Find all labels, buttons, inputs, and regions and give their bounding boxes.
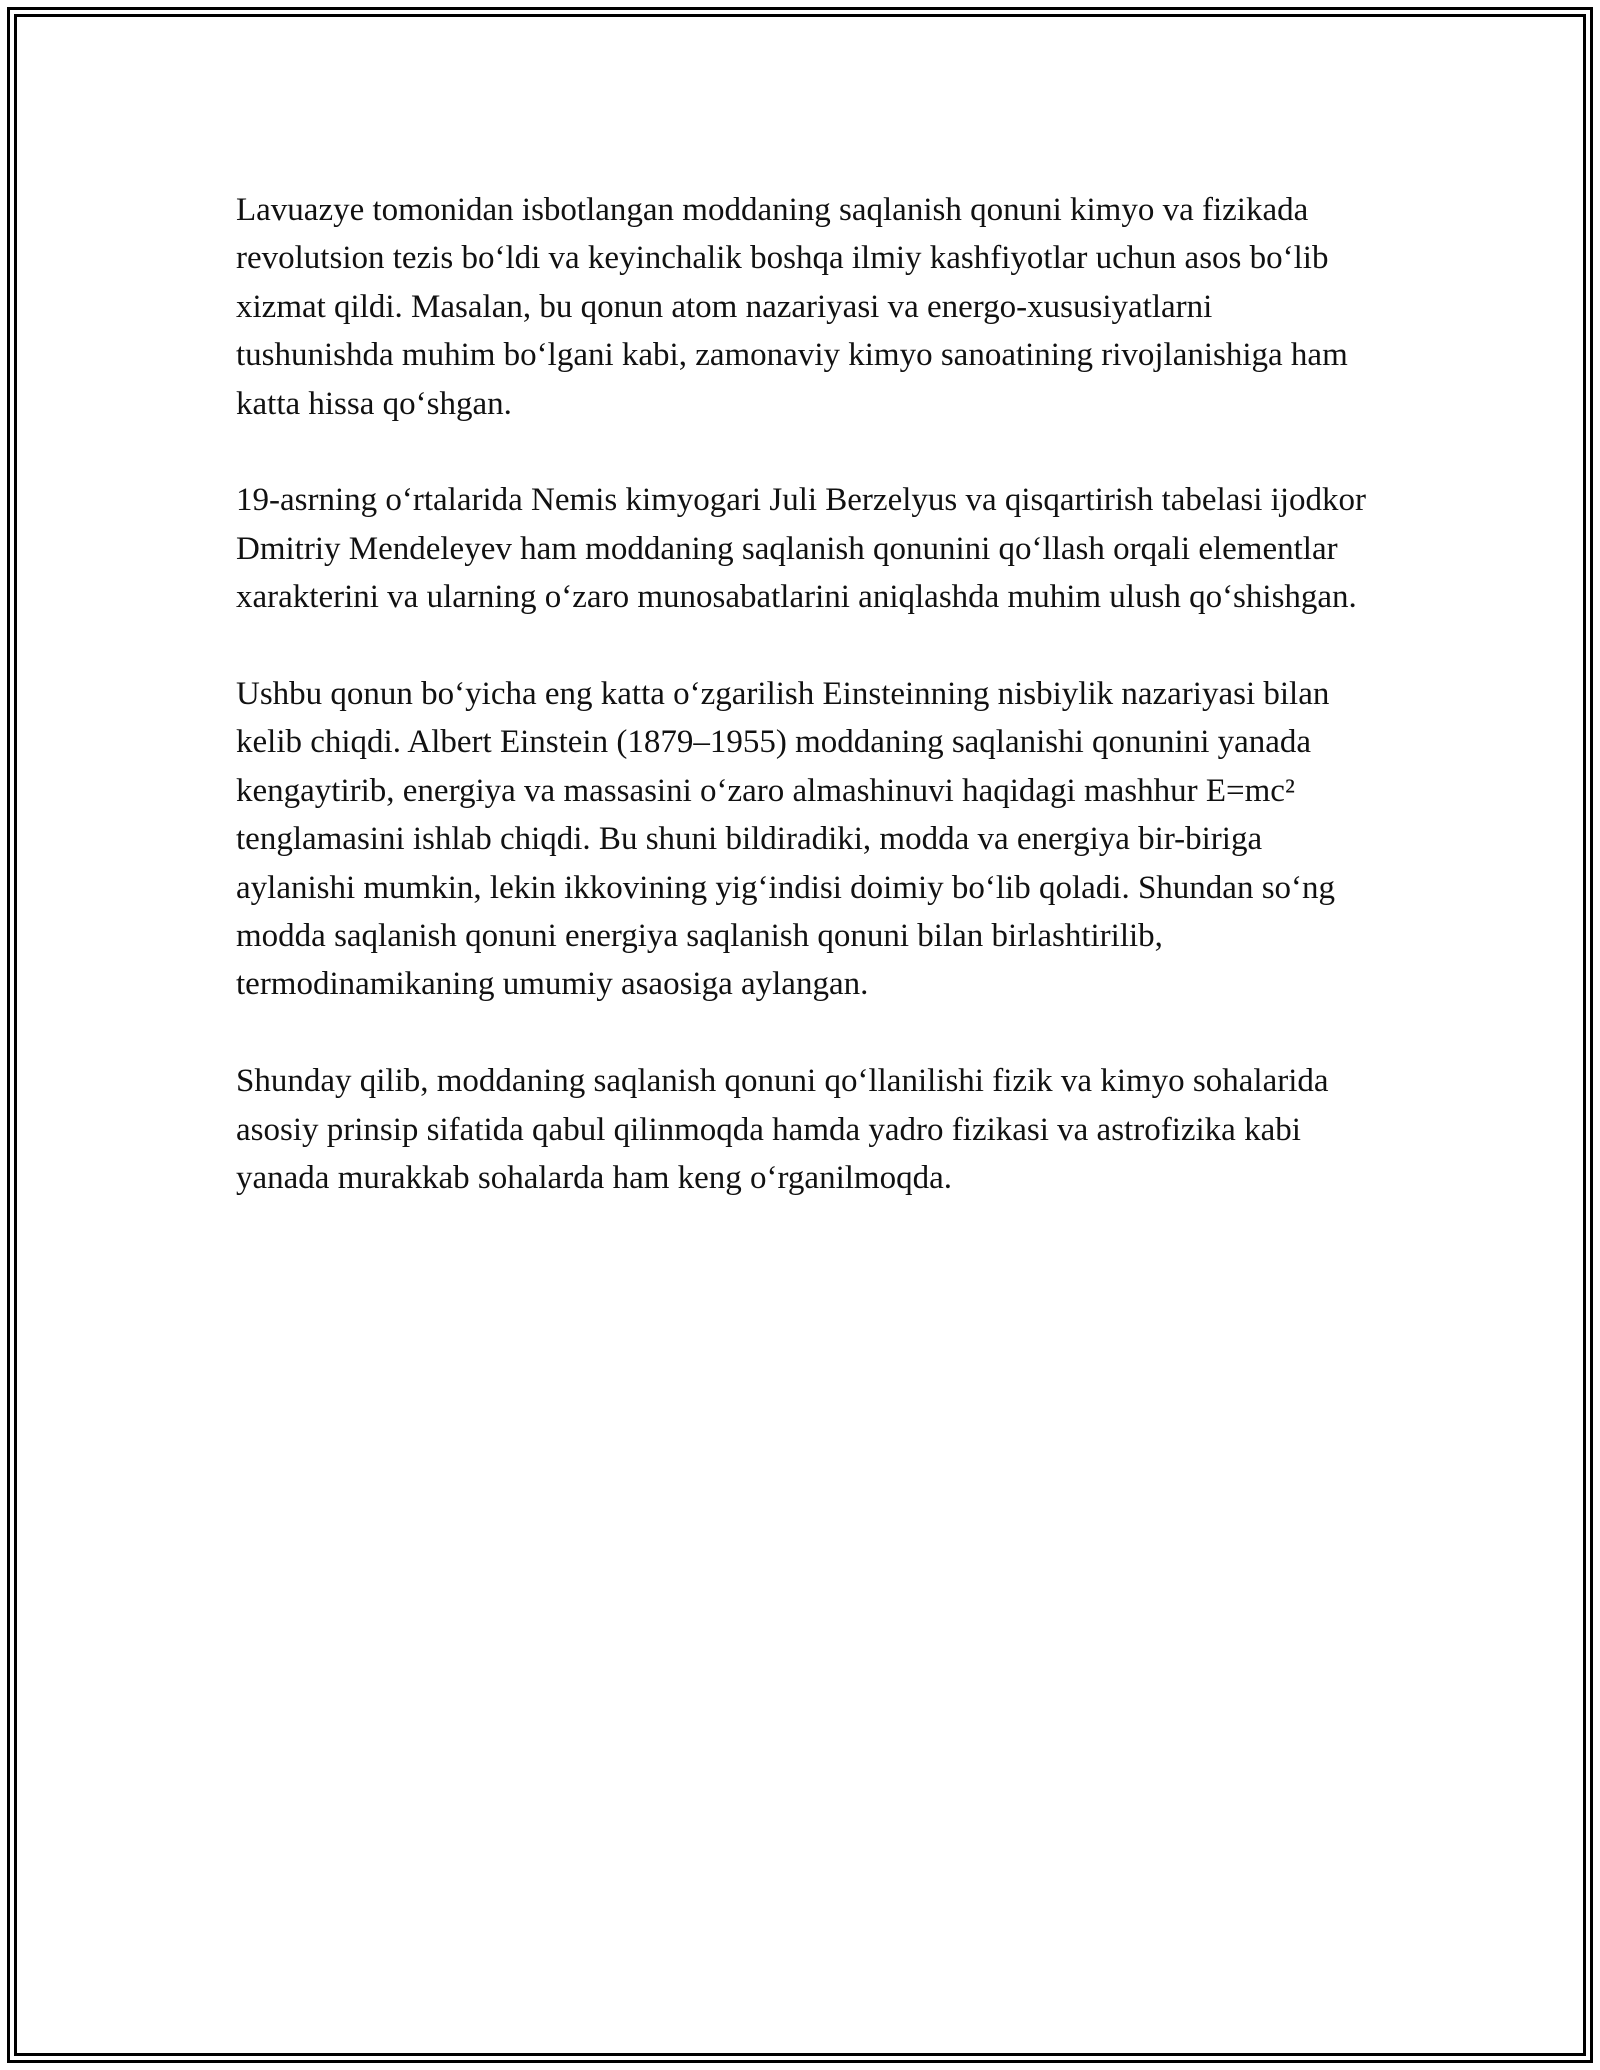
paragraph: 19-asrning oʻrtalarida Nemis kimyogari Juli Berzelyus va qisqartirish tabelasi ijodkor Dmitriy Mendeleyev ham moddaning saqlanish qonunini qoʻllash orqali elementlar xarakterini va ularning oʻzaro munosabatlarini aniqlashda muhim ulush qoʻshishgan. — [236, 482, 1366, 616]
paragraph: Lavuazye tomonidan isbotlangan moddaning saqlanish qonuni kimyo va fizikada revolutsion tezis boʻldi va keyinchalik boshqa ilmiy kashfiyotlar uchun asos boʻlib xizmat qildi. Masalan, bu qonun atom nazariyasi va energo-xususiyatlarni tushunishda muhim boʻlgani kabi, zamonaviy kimyo sanoatining rivojlanishiga ham katta hissa qoʻshgan. — [236, 192, 1348, 422]
paragraph: Shunday qilib, moddaning saqlanish qonuni qoʻllanilishi fizik va kimyo sohalarida asosiy prinsip sifatida qabul qilinmoqda hamda yadro fizikasi va astrofizika kabi yanada murakkab sohalarda ham keng oʻrganilmoqda. — [236, 1063, 1329, 1197]
document-body — [236, 186, 1376, 1202]
paragraph: Ushbu qonun boʻyicha eng katta oʻzgarilish Einsteinning nisbiylik nazariyasi bilan kelib chiqdi. Albert Einstein (1879–1955) moddaning saqlanishi qonunini yanada kengaytirib, energiya va massasini oʻzaro almashinuvi haqidagi mashhur E=mc² tenglamasini ishlab chiqdi. Bu shuni bildiradiki, modda va energiya bir-biriga aylanishi mumkin, lekin ikkovining yigʻindisi doimiy boʻlib qoladi. Shundan soʻng modda saqlanish qonuni energiya saqlanish qonuni bilan birlashtirilib, termodinamikaning umumiy asaosiga aylangan. — [236, 676, 1336, 1003]
